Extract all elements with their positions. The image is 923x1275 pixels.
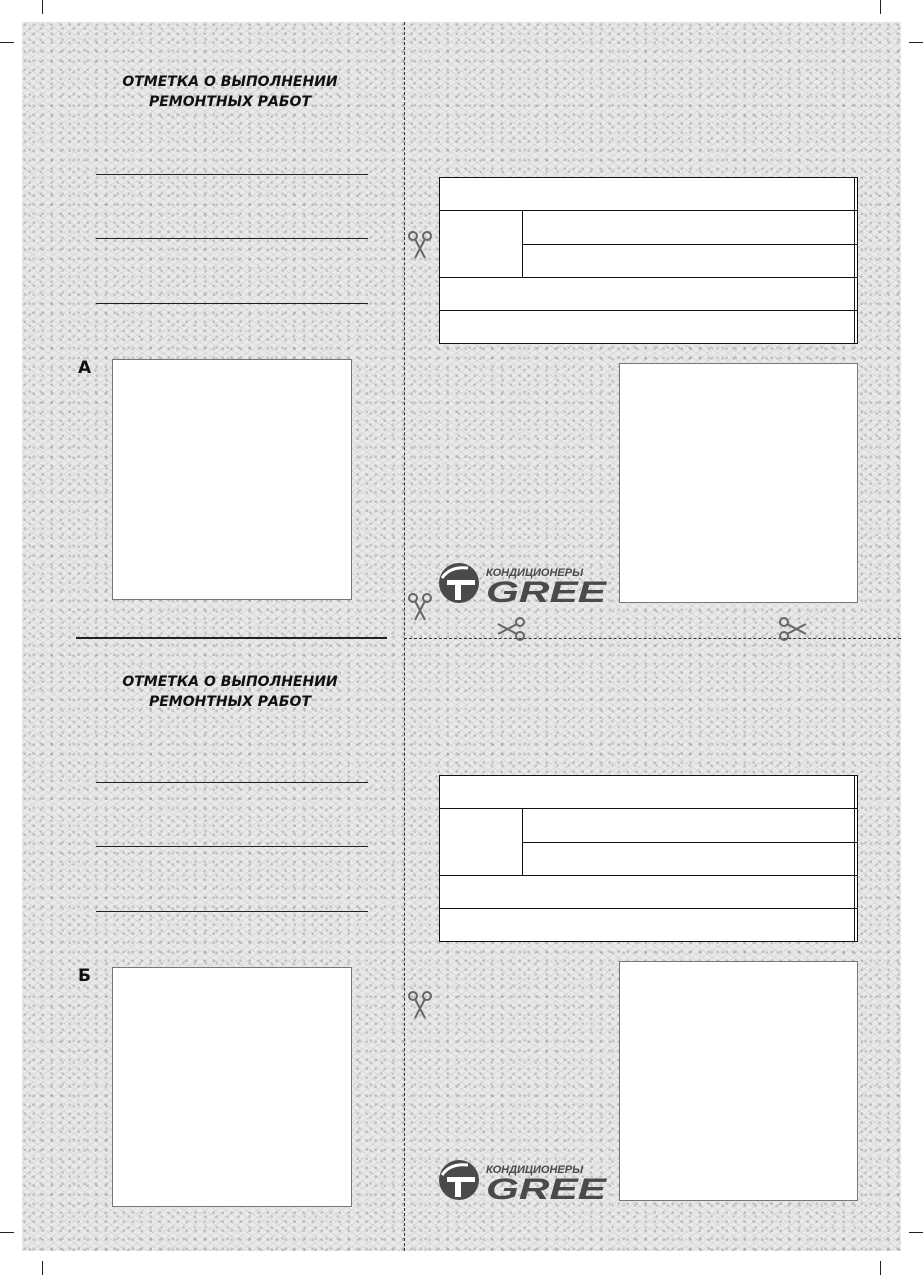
signature-line (96, 846, 368, 847)
scissors-icon (778, 614, 808, 644)
repair-title-b-line2: РЕМОНТНЫХ РАБОТ (148, 694, 312, 710)
table-cell (855, 278, 858, 311)
crop-mark (880, 0, 881, 14)
scissors-icon (496, 614, 526, 644)
stamp-box-left-a (112, 359, 352, 600)
signature-line (96, 174, 368, 175)
repair-title-a-line2: РЕМОНТНЫХ РАБОТ (148, 94, 312, 110)
gree-logo-b (438, 1159, 610, 1201)
crop-mark (0, 42, 14, 43)
repair-title-b-line1: ОТМЕТКА О ВЫПОЛНЕНИИ (122, 674, 338, 690)
table-cell (523, 842, 855, 876)
table-cell (440, 211, 523, 278)
horizontal-cut-line (404, 638, 901, 639)
info-table-b (439, 775, 858, 942)
repair-title-a (110, 72, 350, 112)
vertical-cut-line (404, 22, 405, 1251)
table-cell (440, 178, 855, 211)
table-cell (440, 776, 855, 809)
table-cell (855, 211, 858, 245)
gree-logo-a (438, 562, 610, 604)
info-table-a (439, 177, 858, 344)
table-cell (523, 244, 855, 278)
section-letter-a: А (78, 358, 92, 378)
table-cell (855, 909, 858, 942)
table-cell (855, 809, 858, 843)
svg-text:КОНДИЦИОНЕРЫ: КОНДИЦИОНЕРЫ (486, 567, 584, 579)
stamp-box-right-a (619, 363, 858, 603)
crop-mark (0, 1232, 14, 1233)
crop-mark (42, 1261, 43, 1275)
table-cell (855, 776, 858, 809)
table-cell (855, 876, 858, 909)
table-cell (855, 244, 858, 278)
table-cell (440, 311, 855, 344)
section-divider (76, 637, 387, 639)
crop-mark (909, 42, 923, 43)
svg-text:GREE: GREE (486, 576, 608, 604)
crop-mark (880, 1261, 881, 1275)
table-cell (523, 211, 855, 245)
table-cell (440, 909, 855, 942)
signature-line (96, 238, 368, 239)
table-cell (855, 842, 858, 876)
table-cell (855, 311, 858, 344)
stamp-box-right-b (619, 961, 858, 1201)
section-letter-b: Б (78, 966, 91, 986)
crop-mark (909, 1232, 923, 1233)
scissors-icon (405, 990, 435, 1020)
table-cell (440, 876, 855, 909)
signature-line (96, 782, 368, 783)
repair-title-a-line1: ОТМЕТКА О ВЫПОЛНЕНИИ (122, 74, 338, 90)
stamp-box-left-b (112, 967, 352, 1207)
signature-line (96, 911, 368, 912)
table-cell (523, 809, 855, 843)
crop-mark (42, 0, 43, 14)
table-cell (440, 809, 523, 876)
svg-text:КОНДИЦИОНЕРЫ: КОНДИЦИОНЕРЫ (486, 1164, 584, 1176)
svg-text:GREE: GREE (486, 1173, 608, 1201)
table-cell (440, 278, 855, 311)
signature-line (96, 303, 368, 304)
repair-title-b (110, 672, 350, 712)
table-cell (855, 178, 858, 211)
scissors-icon (405, 230, 435, 260)
scissors-icon (405, 592, 435, 622)
